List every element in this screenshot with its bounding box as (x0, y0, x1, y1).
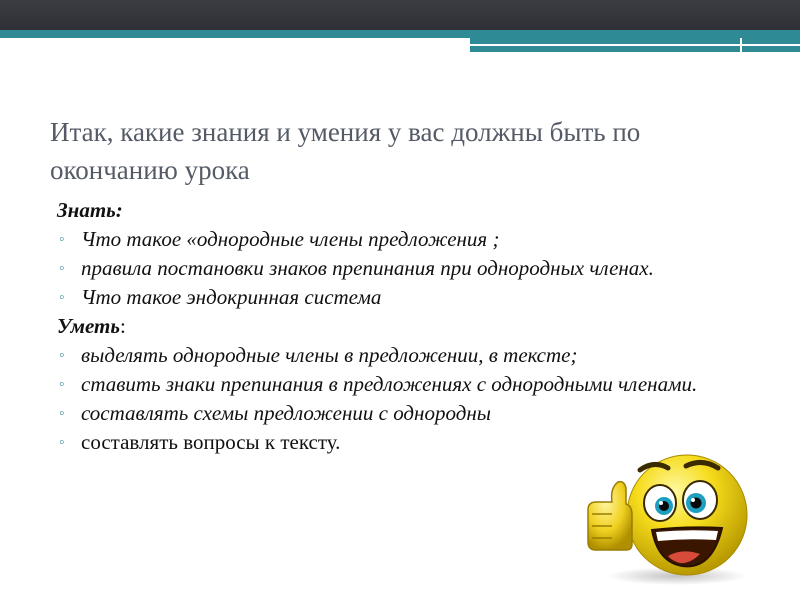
list-item: ◦ Что такое эндокринная система (59, 285, 382, 309)
bullet-icon: ◦ (59, 434, 65, 451)
bullet-icon: ◦ (59, 231, 65, 248)
list-item: ◦ выделять однородные члены в предложении, в тексте; (59, 343, 578, 367)
list-item: ◦ ставить знаки препинания в предложениях с однородными членами. (59, 372, 698, 396)
accent-white-divider (740, 38, 742, 52)
thumbs-up-smiley-icon (582, 448, 762, 588)
accent-white-stripe (470, 44, 800, 46)
slide-title: Итак, какие знания и умения у вас должны быть по окончанию урока (50, 117, 641, 185)
bullet-icon: ◦ (59, 376, 65, 393)
slide-content (57, 198, 767, 459)
can-list (57, 343, 767, 455)
bullet-icon: ◦ (59, 289, 65, 306)
bullet-icon: ◦ (59, 260, 65, 277)
know-list (57, 227, 767, 310)
bullet-icon: ◦ (59, 347, 65, 364)
can-heading: Уметь: (57, 314, 126, 338)
list-item: ◦ правила постановки знаков препинания при однородных членах. (59, 256, 654, 280)
know-heading: Знать: (57, 198, 123, 222)
list-item: ◦ составлять схемы предложении с однородны (59, 401, 491, 425)
top-dark-bar (0, 0, 800, 30)
top-teal-bar (0, 30, 800, 38)
list-item: ◦ составлять вопросы к тексту. (59, 430, 341, 454)
bullet-icon: ◦ (59, 405, 65, 422)
list-item: ◦ Что такое «однородные члены предложения ; (59, 227, 500, 251)
